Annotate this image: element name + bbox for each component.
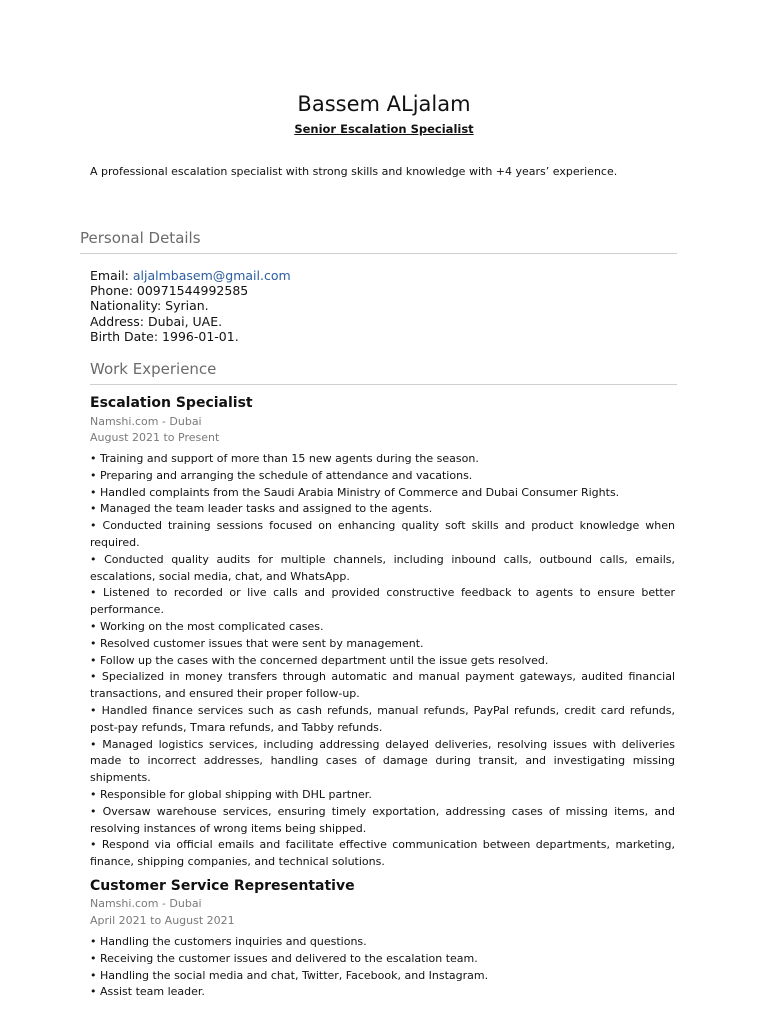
list-item: • Follow up the cases with the concerned department until the issue gets resolved. — [90, 653, 549, 667]
section-heading-personal-details: Personal Details — [80, 229, 201, 247]
list-item: • Conducted quality audits for multiple channels, including inbound calls, outbound calls, emails, escalations, social media, chat, and WhatsApp. — [90, 552, 675, 583]
job-title: Escalation Specialist — [90, 395, 253, 411]
section-divider — [80, 253, 677, 254]
email-link[interactable]: aljalmbasem@gmail.com — [132, 268, 291, 283]
job-title: Customer Service Representative — [90, 878, 355, 894]
list-item: • Receiving the customer issues and delivered to the escalation team. — [90, 951, 478, 965]
section-divider — [90, 384, 677, 385]
email-line — [90, 268, 291, 283]
list-item: • Preparing and arranging the schedule of attendance and vacations. — [90, 468, 473, 482]
phone-line: Phone: 00971544992585 — [90, 283, 249, 299]
list-item: • Handling the social media and chat, Twitter, Facebook, and Instagram. — [90, 968, 489, 982]
list-item: • Resolved customer issues that were sent by management. — [90, 636, 424, 650]
contact-block — [90, 268, 291, 344]
job-dates: April 2021 to August 2021 — [90, 914, 235, 927]
email-label: Email: — [90, 268, 133, 283]
job-title-subtitle: Senior Escalation Specialist — [294, 122, 474, 136]
summary-text: A professional escalation specialist with strong skills and knowledge with +4 years’ experience. — [90, 165, 618, 178]
list-item: • Handled finance services such as cash refunds, manual refunds, PayPal refunds, credit card refunds, post-pay refunds, Tmara refunds, and Tabby refunds. — [90, 703, 675, 734]
list-item: • Managed the team leader tasks and assigned to the agents. — [90, 502, 433, 516]
list-item: • Managed logistics services, including addressing delayed deliveries, resolving issues with deliveries made to incorrect addresses, handling cases of damage during transit, and investigating missing shipments. — [90, 737, 675, 785]
list-item: • Working on the most complicated cases. — [90, 619, 324, 633]
job-bullet-list — [90, 451, 675, 871]
job-company: Namshi.com - Dubai — [90, 415, 202, 428]
list-item: • Respond via official emails and facilitate effective communication between departments, marketing, finance, shipping companies, and technical solutions. — [90, 838, 675, 869]
nationality-line: Nationality: Syrian. — [90, 298, 209, 314]
list-item: • Handling the customers inquiries and questions. — [90, 935, 367, 948]
job-bullet-list — [90, 934, 675, 1001]
list-item: • Listened to recorded or live calls and provided constructive feedback to agents to ensure better performance. — [90, 586, 675, 617]
list-item: • Oversaw warehouse services, ensuring timely exportation, addressing cases of missing items, and resolving instances of wrong items being shipped. — [90, 804, 675, 835]
list-item: • Specialized in money transfers through automatic and manual payment gateways, audited financial transactions, and ensured their proper follow-up. — [90, 670, 675, 701]
job-dates: August 2021 to Present — [90, 431, 220, 444]
birth-date-line: Birth Date: 1996-01-01. — [90, 328, 239, 344]
list-item: • Responsible for global shipping with DHL partner. — [90, 787, 372, 801]
section-heading-work-experience: Work Experience — [90, 360, 217, 378]
job-company: Namshi.com - Dubai — [90, 897, 202, 910]
list-item: • Training and support of more than 15 new agents during the season. — [90, 452, 479, 465]
list-item: • Conducted training sessions focused on enhancing quality soft skills and product knowledge when required. — [90, 519, 675, 549]
list-item: • Assist team leader. — [90, 985, 205, 999]
list-item: • Handled complaints from the Saudi Arabia Ministry of Commerce and Dubai Consumer Rights. — [90, 485, 620, 499]
candidate-name: Bassem ALjalam — [297, 92, 471, 116]
address-line: Address: Dubai, UAE. — [90, 313, 223, 329]
